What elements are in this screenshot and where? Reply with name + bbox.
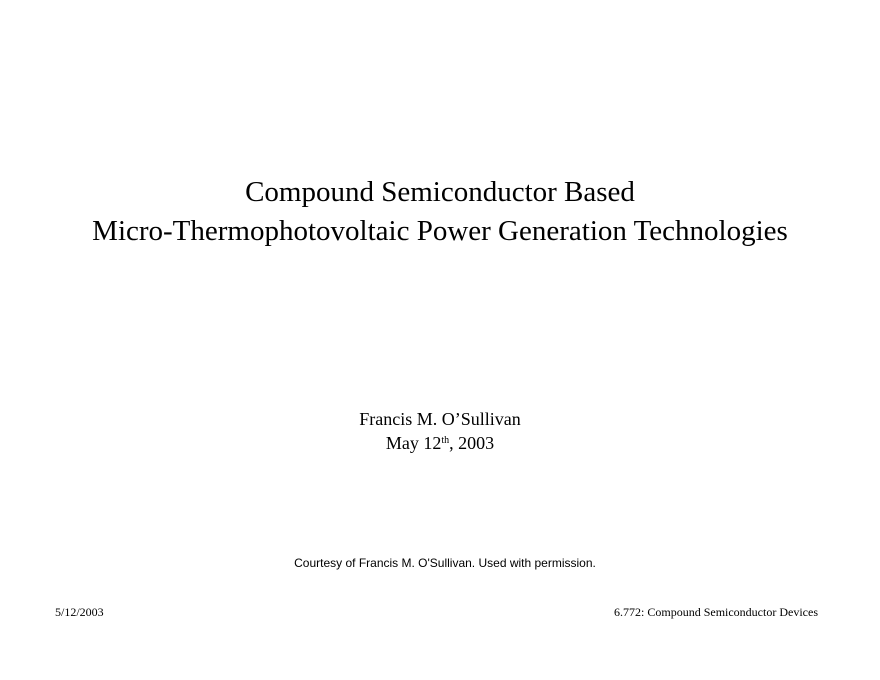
date-prefix: May 12 bbox=[385, 433, 442, 453]
author-name: Francis M. O’Sullivan bbox=[359, 409, 521, 429]
title-line-1: Compound Semiconductor Based bbox=[245, 176, 635, 208]
date-superscript: th bbox=[441, 435, 450, 446]
presentation-date bbox=[0, 431, 880, 455]
footer-course: 6.772: Compound Semiconductor Devices bbox=[614, 605, 818, 619]
slide-title bbox=[0, 173, 880, 251]
footer-date: 5/12/2003 bbox=[55, 605, 104, 619]
courtesy-note: Courtesy of Francis M. O'Sullivan. Used with permission. bbox=[294, 556, 596, 570]
date-suffix: , 2003 bbox=[449, 433, 495, 453]
author-block bbox=[0, 407, 880, 455]
title-line-2: Micro-Thermophotovoltaic Power Generation Technologies bbox=[92, 215, 788, 247]
